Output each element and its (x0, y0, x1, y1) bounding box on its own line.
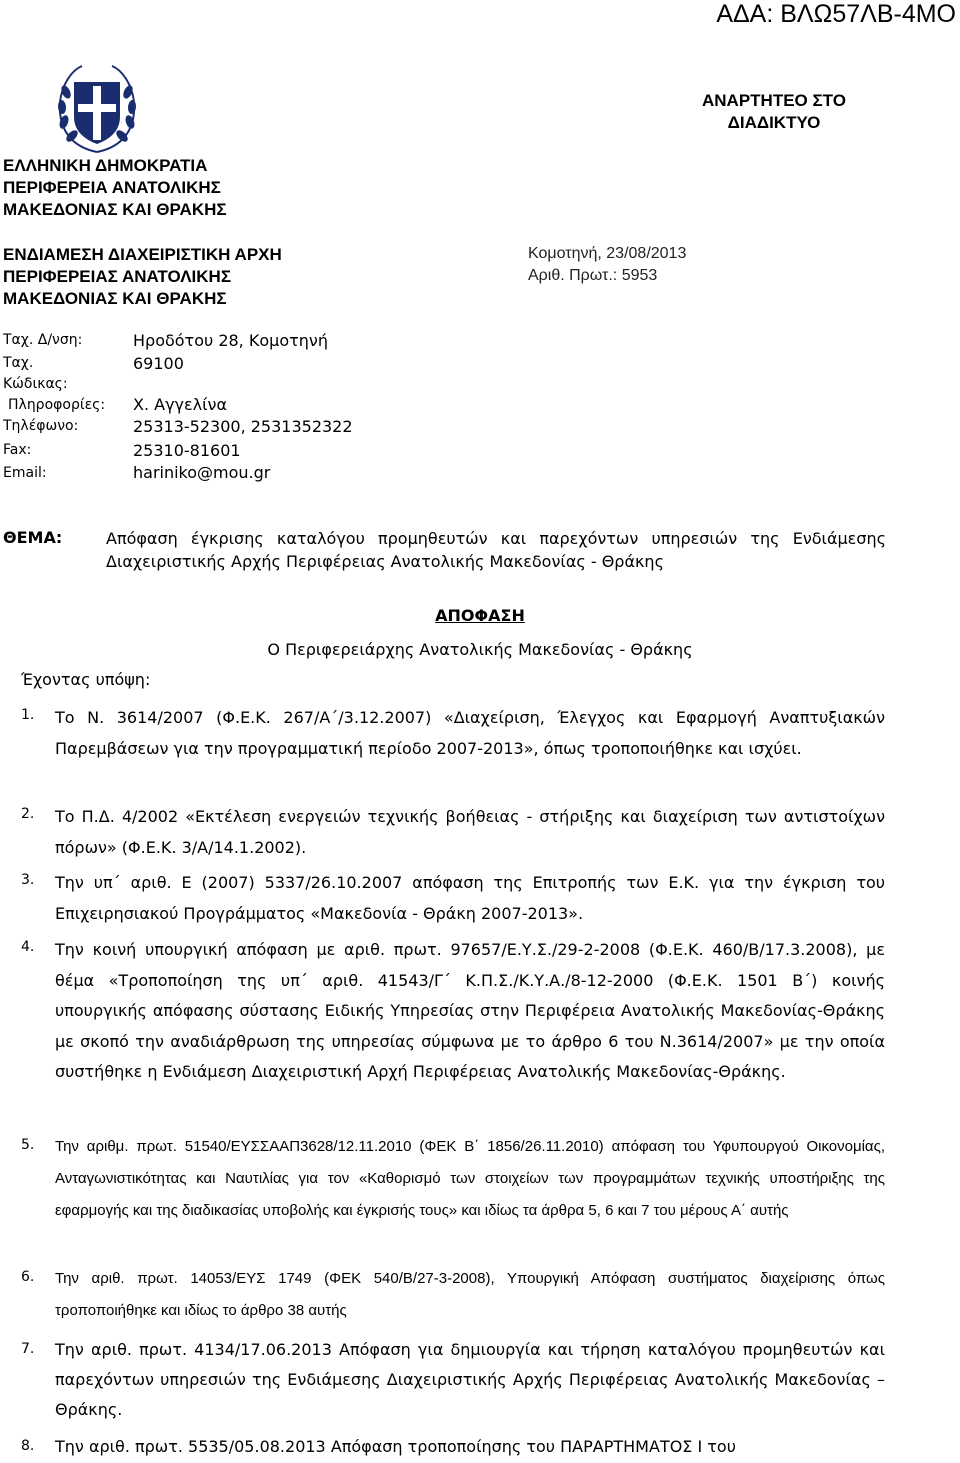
postcode-value: 69100 (133, 354, 184, 373)
place-and-protocol (528, 243, 686, 287)
org-line-2: ΠΕΡΙΦΕΡΕΙΑ ΑΝΑΤΟΛΙΚΗΣ (3, 178, 221, 197)
decision-title: ΑΠΟΦΑΣΗ (435, 606, 525, 625)
address-label: Ταχ. Δ/νση: (3, 332, 83, 348)
org-line-3: ΜΑΚΕΔΟΝΙΑΣ ΚΑΙ ΘΡΑΚΗΣ (3, 200, 227, 219)
item-number: 4. (21, 939, 35, 955)
info-value: Χ. Αγγελίνα (133, 395, 228, 414)
item-text: Την υπ΄ αριθ. Ε (2007) 5337/26.10.2007 απόφαση της Επιτροπής των Ε.Κ. για την έγκριση του Επιχειρησιακού Προγράμματος «Μακεδονία - Θράκη 2007-2013». (55, 873, 885, 923)
item-number: 7. (21, 1341, 35, 1357)
having-regard-heading: Έχοντας υπόψη: (21, 670, 151, 689)
post-notice-line-1: ΑΝΑΡΤΗΤΕΟ ΣΤΟ (701, 91, 846, 110)
phone-label: Τηλέφωνο: (3, 418, 79, 434)
org-line-4: ΕΝΔΙΑΜΕΣΗ ΔΙΑΧΕΙΡΙΣΤΙΚΗ ΑΡΧΗ (3, 245, 282, 264)
post-notice (684, 90, 864, 134)
item-text: Την αριθ. πρωτ. 14053/ΕΥΣ 1749 (ΦΕΚ 540/Β/27-3-2008), Υπουργική Απόφαση συστήματος διαχείρισης όπως τροποποιήθηκε και ιδίως το άρθρο 38 αυτής (55, 1270, 885, 1319)
managing-authority (3, 244, 282, 310)
greek-coat-of-arms-emblem (52, 62, 142, 154)
place-date: Κομοτηνή, 23/08/2013 (528, 245, 687, 262)
item-number: 1. (21, 707, 35, 723)
org-line-6: ΜΑΚΕΔΟΝΙΑΣ ΚΑΙ ΘΡΑΚΗΣ (3, 289, 227, 308)
item-text: Την αριθ. πρωτ. 5535/05.08.2013 Απόφαση τροποποίησης του ΠΑΡΑΡΤΗΜΑΤΟΣ Ι του (55, 1437, 736, 1456)
item-number: 6. (21, 1269, 35, 1285)
item-text: Την κοινή υπουργική απόφαση με αριθ. πρωτ. 97657/Ε.Υ.Σ./29-2-2008 (Φ.Ε.Κ. 460/Β/17.3.2008), με θέμα «Τροποποίηση της υπ΄ αριθ. 41543/Γ΄ Κ.Π.Σ./Κ.Υ.Α./8-12-2000 (Φ.Ε.Κ. 1501 Β΄) κοινής υπουργικής απόφασης σύστασης Ειδικής Υπηρεσίας στην Περιφέρεια Ανατολικής Μακεδονίας-Θράκης με σκοπό την αναδιάρθρωση της υπηρεσίας σύμφωνα με το άρθρο 6 του Ν.3614/2007» με την οποία συστήθηκε η Ενδιάμεση Διαχειριστική Αρχή Περιφέρειας Ανατολικής Μακεδονίας-Θράκης. (55, 940, 885, 1081)
postcode-label-2: Κώδικας: (3, 376, 68, 392)
item-number: 5. (21, 1137, 35, 1153)
org-line-5: ΠΕΡΙΦΕΡΕΙΑΣ ΑΝΑΤΟΛΙΚΗΣ (3, 267, 232, 286)
issuing-authority (3, 155, 227, 221)
email-value[interactable]: hariniko@mou.gr (133, 463, 271, 482)
email-label: Email: (3, 465, 47, 481)
ada-code: ΑΔΑ: ΒΛΩ57ΛΒ-4ΜΟ (716, 0, 956, 28)
protocol-number: Αριθ. Πρωτ.: 5953 (528, 267, 658, 284)
phone-value: 25313-52300, 2531352322 (133, 417, 353, 436)
item-text: Το Ν. 3614/2007 (Φ.Ε.Κ. 267/Α΄/3.12.2007) «Διαχείριση, Έλεγχος και Εφαρμογή Αναπτυξιακών Παρεμβάσεων για την προγραμματική περίοδο 2007-2013», όπως τροποποιήθηκε και ισχύει. (55, 708, 885, 758)
address-value: Ηροδότου 28, Κομοτηνή (133, 331, 328, 350)
item-number: 3. (21, 872, 35, 888)
item-number: 8. (21, 1438, 35, 1454)
info-label: Πληροφορίες: (8, 397, 106, 413)
decision-subtitle: Ο Περιφερειάρχης Ανατολικής Μακεδονίας - Θράκης (267, 640, 693, 659)
fax-value: 25310-81601 (133, 441, 241, 460)
item-number: 2. (21, 806, 35, 822)
fax-label: Fax: (3, 442, 32, 458)
item-text: Την αριθ. πρωτ. 4134/17.06.2013 Απόφαση για δημιουργία και τήρηση καταλόγου προμηθευτών και παρεχόντων υπηρεσιών της Ενδιάμεσης Διαχειριστικής Αρχής Περιφέρειας Ανατολικής Μακεδονίας – Θράκης. (55, 1340, 885, 1419)
post-notice-line-2: ΔΙΑΔΙΚΤΥΟ (727, 113, 821, 132)
postcode-label-1: Ταχ. (3, 355, 34, 371)
subject-text: Απόφαση έγκρισης καταλόγου προμηθευτών και παρεχόντων υπηρεσιών της Ενδιάμεσης Διαχειριστικής Αρχής Περιφέρειας Ανατολικής Μακεδονίας - Θράκης (106, 529, 886, 571)
org-line-1: ΕΛΛΗΝΙΚΗ ΔΗΜΟΚΡΑΤΙΑ (3, 156, 208, 175)
item-text: Το Π.Δ. 4/2002 «Εκτέλεση ενεργειών τεχνικής βοήθειας - στήριξης και διαχείριση των αντιστοίχων πόρων» (Φ.Ε.Κ. 3/Α/14.1.2002). (55, 807, 885, 857)
item-text: Την αριθμ. πρωτ. 51540/ΕΥΣΣΑΑΠ3628/12.11.2010 (ΦΕΚ Β΄ 1856/26.11.2010) απόφαση του Υφυπουργού Οικονομίας, Ανταγωνιστικότητας και Ναυτιλίας για τον «Καθορισμό των στοιχείων των προγραμμάτων τεχνικής υποστήριξης της εφαρμογής και της διαδικασίας υποβολής και έγκρισής τους» και ιδίως τα άρθρα 5, 6 και 7 του μέρους Α΄ αυτής (55, 1138, 885, 1219)
subject-label: ΘΕΜΑ: (3, 528, 63, 547)
